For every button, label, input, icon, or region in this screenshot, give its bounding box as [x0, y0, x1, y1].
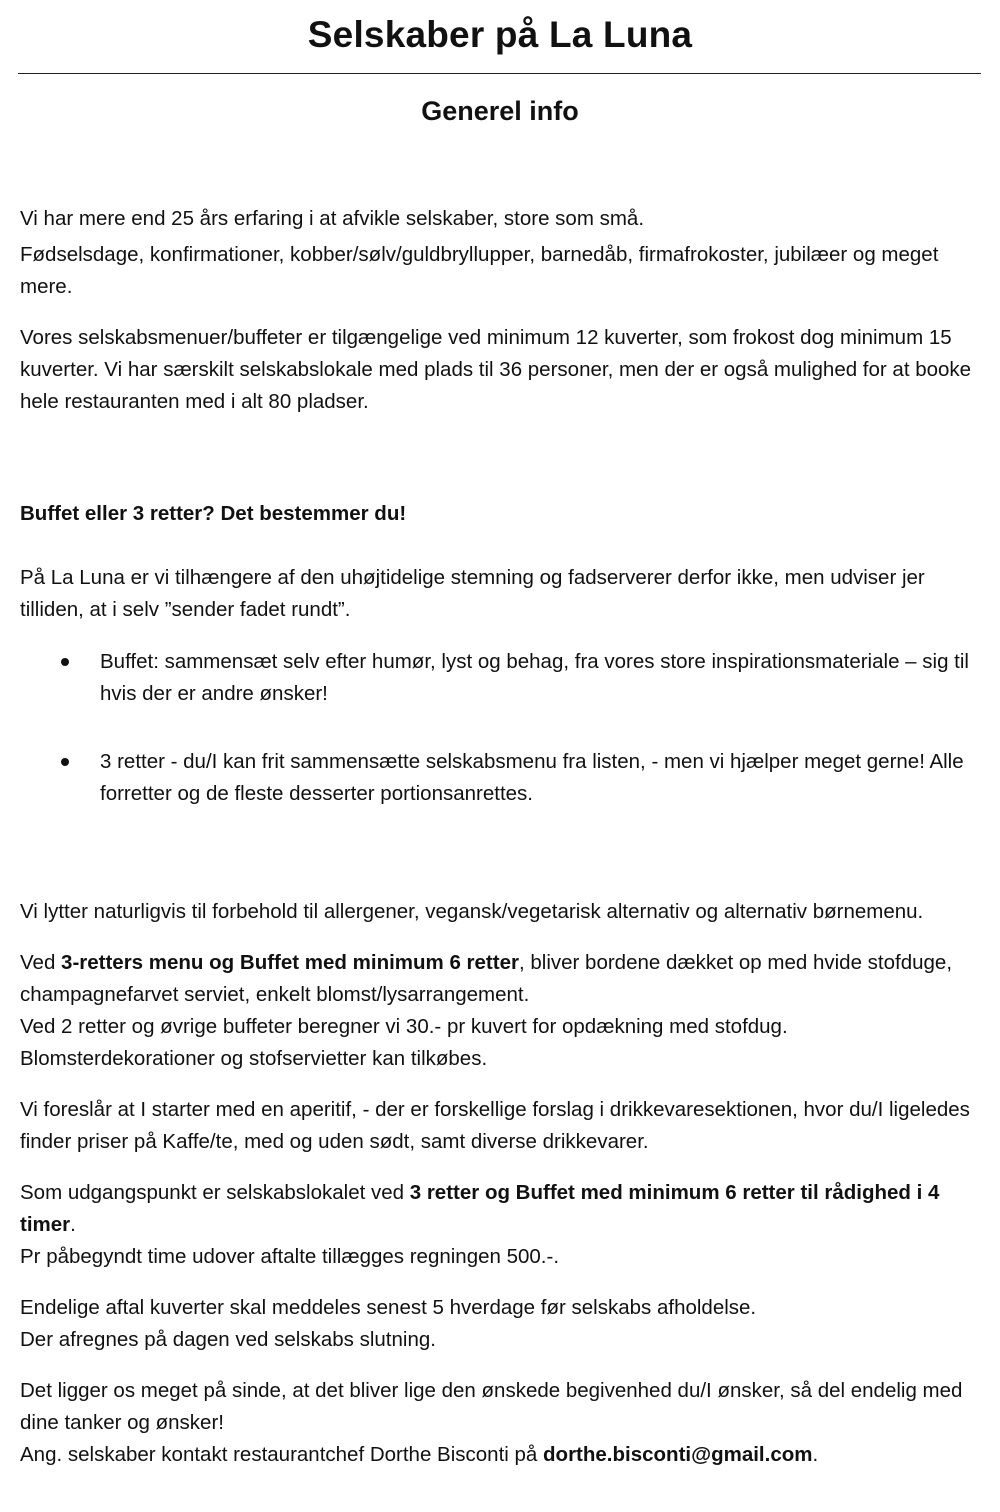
- table-setting-paragraph: [20, 947, 980, 1075]
- table-setting-text-end: , bliver bordene dækket op med hvide stofduge, champagnefarvet serviet, enkelt blomst/lysarrangement.: [20, 951, 953, 1006]
- final-count-deadline: Endelige aftal kuverter skal meddeles senest 5 hverdage før selskabs afholdelse.: [20, 1296, 757, 1319]
- list-item-text: 3 retter - du/I kan frit sammensætte selskabsmenu fra listen, - men vi hjælper meget gerne! Alle forretter og de fleste desserter portionsanrettes.: [100, 750, 964, 805]
- table-setting-addons: Blomsterdekorationer og stofservietter kan tilkøbes.: [20, 1047, 488, 1070]
- aperitif-note: Vi foreslår at I starter med en aperitif, - der er forskellige forslag i drikkevaresektionen, hvor du/I ligeledes finder priser på Kaffe/te, med og uden sødt, samt diverse drikkevarer.: [20, 1098, 970, 1153]
- bullet-icon: [61, 758, 69, 766]
- allergen-note: Vi lytter naturligvis til forbehold til allergener, vegansk/vegetarisk alternativ og alternativ børnemenu.: [20, 900, 924, 923]
- list-item: [20, 646, 980, 710]
- duration-text-end: .: [70, 1213, 76, 1236]
- bullet-icon: [61, 658, 69, 666]
- duration-text: Som udgangspunkt er selskabslokalet ved: [20, 1181, 410, 1204]
- table-setting-fee: Ved 2 retter og øvrige buffeter beregner vi 30.- pr kuvert for opdækning med stofdug.: [20, 1015, 788, 1038]
- overtime-fee: Pr påbegyndt time udover aftalte tillægges regningen 500.-.: [20, 1245, 560, 1268]
- options-list: [20, 646, 980, 810]
- list-item: [20, 746, 980, 810]
- page-subtitle: Generel info: [421, 96, 579, 126]
- title-divider: [18, 73, 981, 74]
- page-title: Selskaber på La Luna: [307, 14, 693, 55]
- contact-email[interactable]: dorthe.bisconti@gmail.com: [543, 1443, 813, 1466]
- duration-paragraph: [20, 1177, 980, 1273]
- closing-paragraph: [20, 1375, 980, 1471]
- intro-capacity: Vores selskabsmenuer/buffeter er tilgængelige ved minimum 12 kuverter, som frokost dog minimum 15 kuverter. Vi har særskilt selskabslokale med plads til 36 personer, men der er også mulighed for at booke hele restauranten med i alt 80 pladser.: [20, 326, 972, 413]
- contact-text: Ang. selskaber kontakt restaurantchef Dorthe Bisconti på: [20, 1443, 544, 1466]
- closing-text: Det ligger os meget på sinde, at det bliver lige den ønskede begivenhed du/I ønsker, så del endelig med dine tanker og ønsker!: [20, 1379, 963, 1434]
- payment-note: Der afregnes på dagen ved selskabs slutning.: [20, 1328, 436, 1351]
- duration-emphasis: 3 retter og Buffet med minimum 6 retter til rådighed i 4 timer: [20, 1181, 940, 1236]
- list-item-text: Buffet: sammensæt selv efter humør, lyst og behag, fra vores store inspirationsmateriale – sig til hvis der er andre ønsker!: [100, 650, 969, 705]
- contact-text-end: .: [812, 1443, 819, 1466]
- table-setting-emphasis: 3-retters menu og Buffet med minimum 6 retter: [61, 951, 519, 974]
- final-count-paragraph: [20, 1292, 980, 1356]
- document-body: [20, 203, 980, 1471]
- table-setting-text: Ved: [20, 951, 62, 974]
- buffet-heading: Buffet eller 3 retter? Det bestemmer du!: [20, 502, 407, 525]
- buffet-intro: På La Luna er vi tilhængere af den uhøjtidelige stemning og fadserverer derfor ikke, men udviser jer tilliden, at i selv ”sender fadet rundt”.: [20, 566, 925, 621]
- intro-experience: Vi har mere end 25 års erfaring i at afvikle selskaber, store som små.: [20, 207, 645, 230]
- intro-occasions: Fødselsdage, konfirmationer, kobber/sølv/guldbryllupper, barnedåb, firmafrokoster, jubilæer og meget mere.: [20, 243, 939, 298]
